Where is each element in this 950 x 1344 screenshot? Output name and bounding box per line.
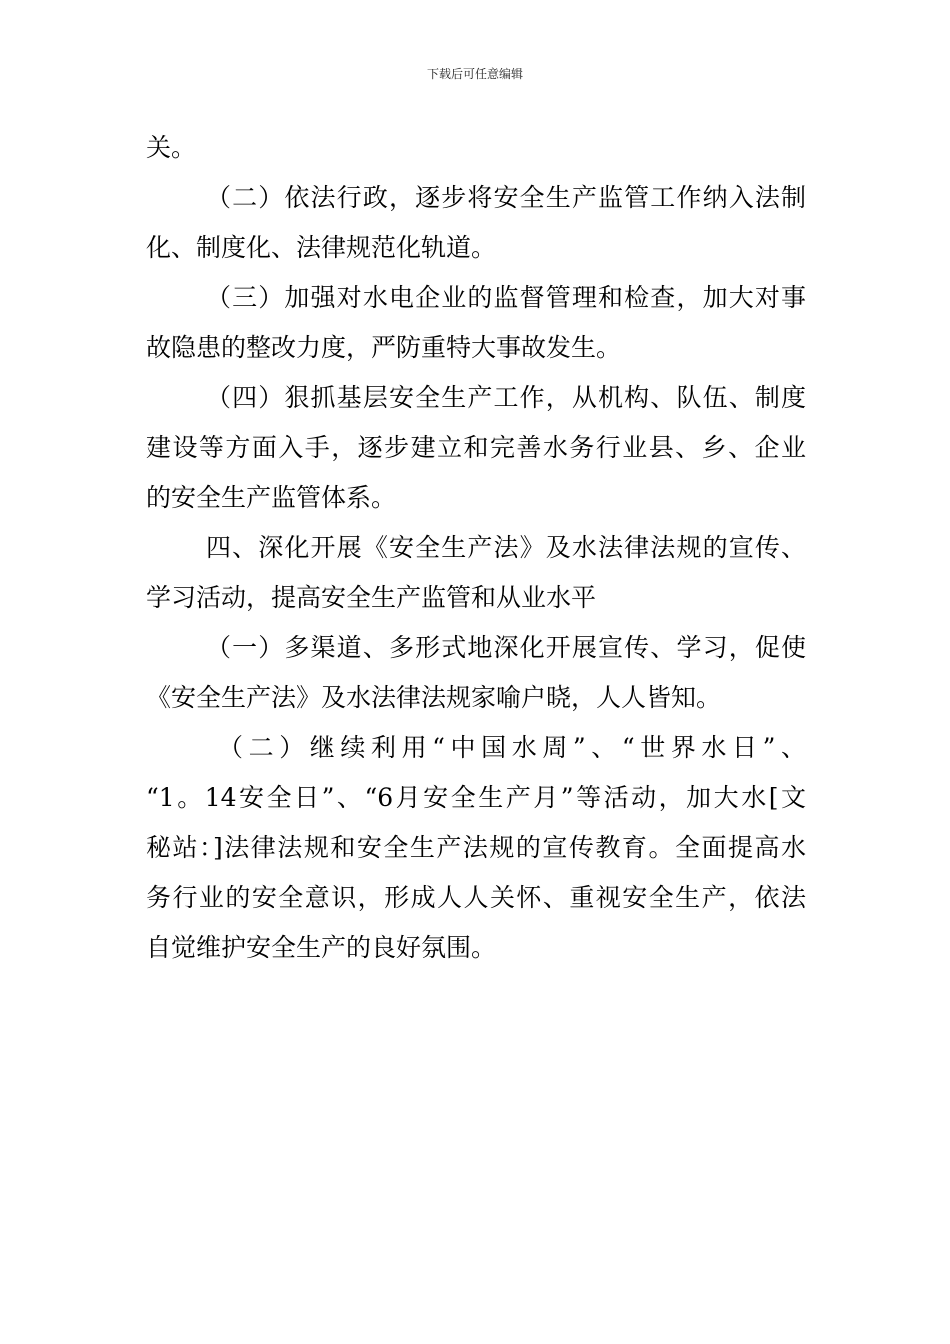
text-line: 故隐患的整改力度，严防重特大事故发生。 (146, 333, 622, 362)
text-line: 《安全生产法》及水法律法规家喻户晓，人人皆知。 (146, 683, 722, 712)
section-heading-line: 四、深化开展《安全生产法》及水法律法规的宣传、 (206, 533, 806, 562)
text-line: （二）继续利用“中国水周”、“世界水日”、 (218, 733, 806, 762)
section-heading-line: 学习活动，提高安全生产监管和从业水平 (146, 583, 597, 612)
text-line: （三）加强对水电企业的监督管理和检查，加大对事 (206, 283, 806, 312)
text-line: （一）多渠道、多形式地深化开展宣传、学习，促使 (206, 633, 806, 662)
text-line: 秘站：]法律法规和安全生产法规的宣传教育。全面提高水 (146, 833, 806, 862)
text-line: 建设等方面入手，逐步建立和完善水务行业县、乡、企业 (146, 433, 806, 462)
text-line: 关。 (146, 133, 197, 162)
page-header: 下载后可任意编辑 (426, 67, 523, 81)
text-line: 化、制度化、法律规范化轨道。 (146, 233, 497, 262)
text-line: （二）依法行政，逐步将安全生产监管工作纳入法制 (206, 183, 806, 212)
text-line: 的安全生产监管体系。 (146, 483, 397, 512)
document-body (146, 123, 806, 973)
text-line: “1。14安全日”、“6月安全生产月”等活动，加大水[文 (146, 783, 806, 812)
text-line: 自觉维护安全生产的良好氛围。 (146, 933, 497, 962)
text-line: （四）狠抓基层安全生产工作，从机构、队伍、制度 (206, 383, 806, 412)
text-line: 务行业的安全意识，形成人人关怀、重视安全生产，依法 (146, 883, 806, 912)
